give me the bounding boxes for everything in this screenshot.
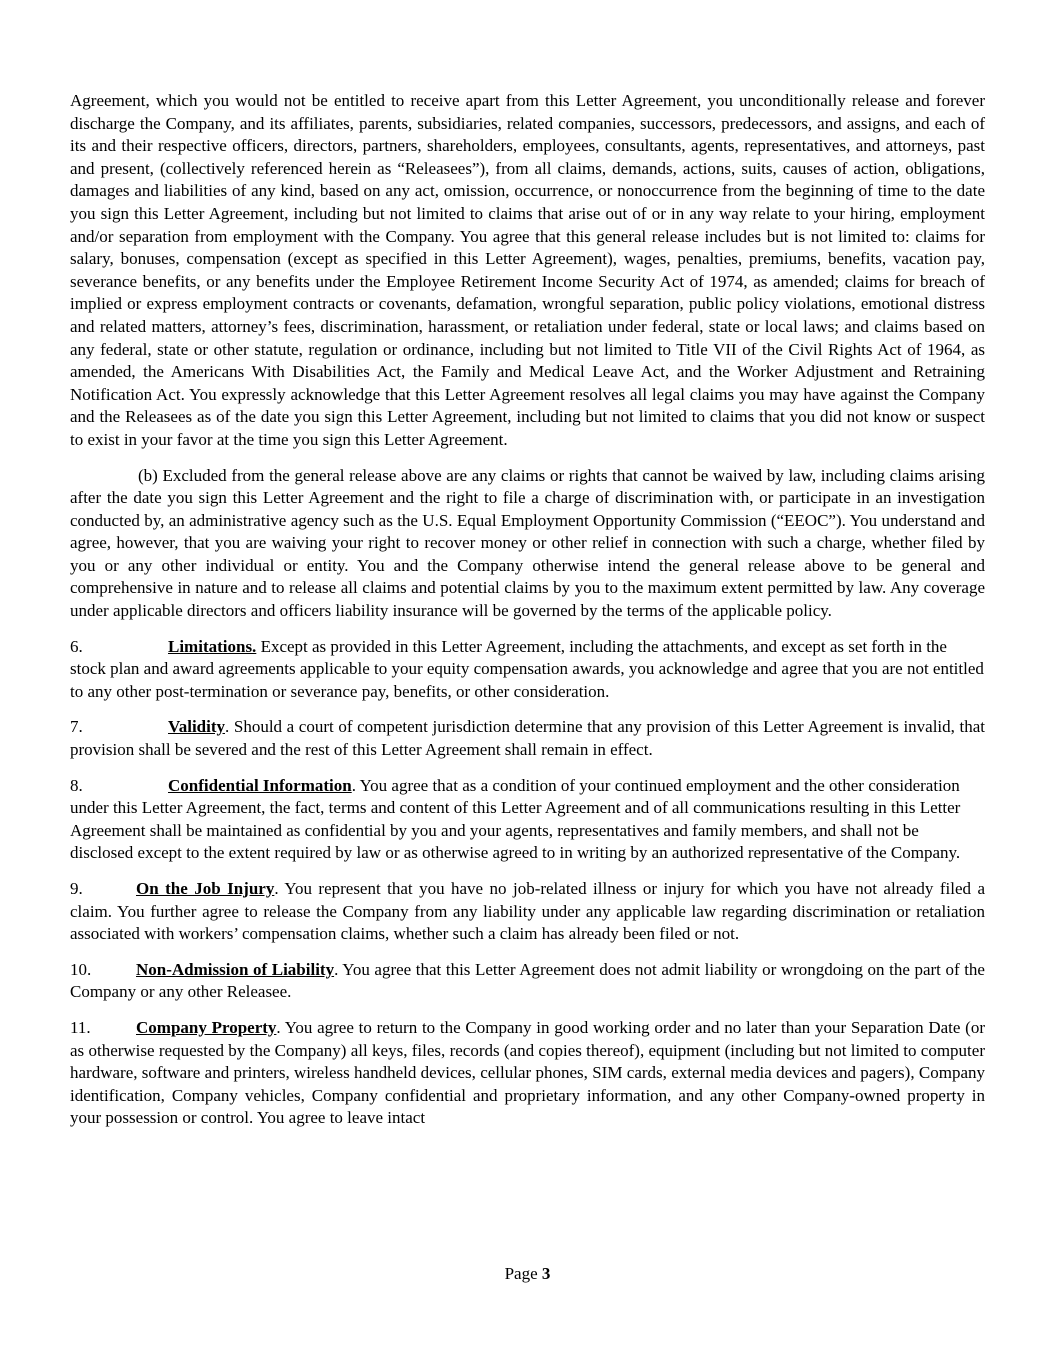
section-text: . You agree that as a condition of your continued employment and the other consideration under this Letter Agreement, the fact, terms and content of this Letter Agreement and of all communications resulting in this Letter Agreement shall be maintained as confidential by you and your agents, representatives and family members, and shall not be disclosed except to the extent required by law or as otherwise agreed to in writing by an authorized representative of the Company.: [70, 775, 961, 863]
section-text: . You agree to return to the Company in good working order and no later than your Separation Date (or as otherwise requested by the Company) all keys, files, records (and copies thereof), equipment (including but not limited to computer hardware, software and printers, wireless handheld devices, cellular phones, SIM cards, external media devices and pagers), Company identification, Company vehicles, Company confidential and proprietary information, and any other Company-owned property in your possession or control. You agree to leave intact: [70, 1017, 985, 1128]
section-number: 8.: [70, 775, 83, 795]
section-validity: [70, 716, 985, 761]
section-text: . You represent that you have no job-related illness or injury for which you have not already filed a claim. You further agree to release the Company from any liability under any applicable law regarding discrimination or retaliation associated with workers’ compensation claims, whether such a claim has already been filed or not.: [70, 879, 985, 944]
section-heading: Limitations.: [168, 636, 257, 656]
section-text: . Should a court of competent jurisdiction determine that any provision of this Letter Agreement is invalid, that provision shall be severed and the rest of this Letter Agreement shall remain in effect.: [70, 717, 985, 760]
page-footer: [0, 1263, 1055, 1285]
section-number: 7.: [70, 717, 83, 737]
section-heading: Validity: [168, 717, 226, 737]
section-non-admission-of-liability: [70, 959, 985, 1004]
section-heading: Confidential Information: [168, 775, 352, 795]
section-number: 11.: [70, 1017, 91, 1037]
section-limitations: [70, 636, 985, 704]
section-number: 9.: [70, 879, 83, 898]
footer-page-label: Page: [504, 1264, 542, 1283]
section-number: 6.: [70, 636, 83, 656]
section-on-the-job-injury: [70, 878, 985, 946]
paragraph-general-release: Agreement, which you would not be entitled to receive apart from this Letter Agreement, you unconditionally release and forever discharge the Company, and its affiliates, parents, subsidiaries, related companies, successors, predecessors, and assigns, and each of its and their respective officers, directors, partners, shareholders, employees, consultants, agents, representatives, and attorneys, past and present, (collectively referenced herein as “Releasees”), from all claims, demands, actions, suits, causes of action, obligations, damages and liabilities of any kind, based on any act, omission, occurrence, or nonoccurrence from the beginning of time to the date you sign this Letter Agreement, including but not limited to claims that arise out of or in any way relate to your hiring, employment and/or separation from employment with the Company. You agree that this general release includes but is not limited to: claims for salary, bonuses, compensation (except as specified in this Letter Agreement), wages, penalties, premiums, benefits, vacation pay, severance benefits, or any benefits under the Employee Retirement Income Security Act of 1974, as amended; claims for breach of implied or express employment contracts or covenants, defamation, wrongful separation, public policy violations, emotional distress and related matters, attorney’s fees, discrimination, harassment, or retaliation under federal, state or local laws; and claims based on any federal, state or other statute, regulation or ordinance, including but not limited to Title VII of the Civil Rights Act of 1964, as amended, the Americans With Disabilities Act, the Family and Medical Leave Act, and the Worker Adjustment and Retraining Notification Act. You expressly acknowledge that this Letter Agreement resolves all legal claims you may have against the Company and the Releasees as of the date you sign this Letter Agreement, including but not limited to claims that you did not know or suspect to exist in your favor at the time you sign this Letter Agreement.: [70, 91, 985, 449]
section-heading: Company Property: [136, 1017, 277, 1037]
section-heading: Non-Admission of Liability: [136, 959, 335, 979]
document-body: [70, 90, 985, 1143]
section-number: 10.: [70, 959, 92, 979]
section-text: Except as provided in this Letter Agreement, including the attachments, and except as set forth in the stock plan and award agreements applicable to your equity compensation awards, you acknowledge and agree that you are not entitled to any other post-termination or severance pay, benefits, or other consideration.: [70, 636, 984, 701]
section-confidential-information: [70, 775, 985, 865]
section-company-property: [70, 1017, 985, 1130]
footer-page-number: 3: [541, 1264, 551, 1283]
paragraph-exclusions: (b) Excluded from the general release above are any claims or rights that cannot be waived by law, including claims arising after the date you sign this Letter Agreement and the right to file a charge of discrimination with, or participate in an investigation conducted by, an administrative agency such as the U.S. Equal Employment Opportunity Commission (“EEOC”). You understand and agree, however, that you are waiving your right to recover money or other relief in connection with such a charge, whether filed by you or any other individual or entity. You and the Company otherwise intend the general release above to be general and comprehensive in nature and to release all claims and potential claims by you to the maximum extent permitted by law. Any coverage under applicable directors and officers liability insurance will be governed by the terms of the applicable policy.: [70, 465, 985, 621]
section-text: . You agree that this Letter Agreement does not admit liability or wrongdoing on the part of the Company or any other Releasee.: [70, 959, 985, 1002]
section-heading: On the Job Injury: [136, 879, 275, 898]
